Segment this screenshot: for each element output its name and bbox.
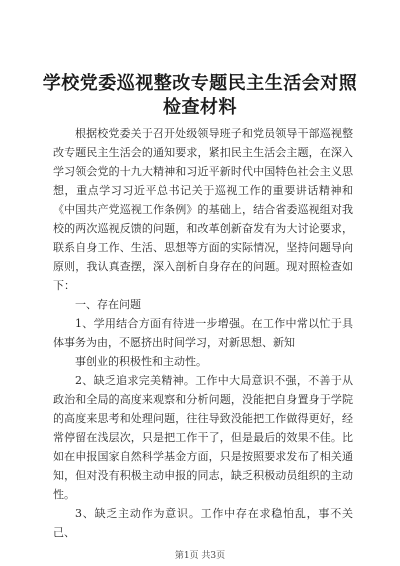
intro-paragraph: 根据校党委关于召开处级领导班子和党员领导干部巡视整改专题民主生活会的通知要求，紧扣民主生活会主题，在深入学习领会党的十九大精神和习近平新时代中国特色社会主义思想，重点学习习近平总书记关于巡视工作的重要讲话精神和《中国共产党巡视工作条例》的基础上，结合省委巡视组对我校的两次巡视反馈的问题，和改革创新奋发有为大讨论要求，联系自身工作、生活、思想等方面的实际情况，坚持问题导向原则，我认真查摆，深入剖析自身存在的问题。现对照检查如下： bbox=[53, 127, 353, 292]
document-body bbox=[53, 124, 353, 542]
page-number-footer: 第1页 共3页 bbox=[174, 551, 226, 561]
problem-item-2: 2、缺乏追求完美精神。工作中大局意识不强，不善于从政治和全局的高度来观察和分析问题，没能把自身置身于学院的高度来思考和处理问题，往往导致没能把工作做得更好，经常停留在浅层次，只是把工作干了，但是最后的效果不佳。比如在申报国家自然科学基金方面，只是按照要求发布了相关通知，但对没有积极主动申报的同志，缺乏积极动员组织的主动性。 bbox=[53, 374, 353, 501]
problem-item-1-continued: 事创业的积极性和主动性。 bbox=[75, 355, 207, 368]
section-heading-problems: 一、存在问题 bbox=[75, 298, 141, 311]
document-title: 学校党委巡视整改专题民主生活会对照检查材料 bbox=[42, 73, 358, 118]
problem-item-1: 1、学用结合方面有待进一步增强。在工作中常以忙于具体事务为由，不愿挤出时间学习，对新思想、新知 bbox=[53, 317, 353, 349]
problem-item-3: 3、缺乏主动作为意识。工作中存在求稳怕乱，事不关己、 bbox=[53, 507, 353, 539]
